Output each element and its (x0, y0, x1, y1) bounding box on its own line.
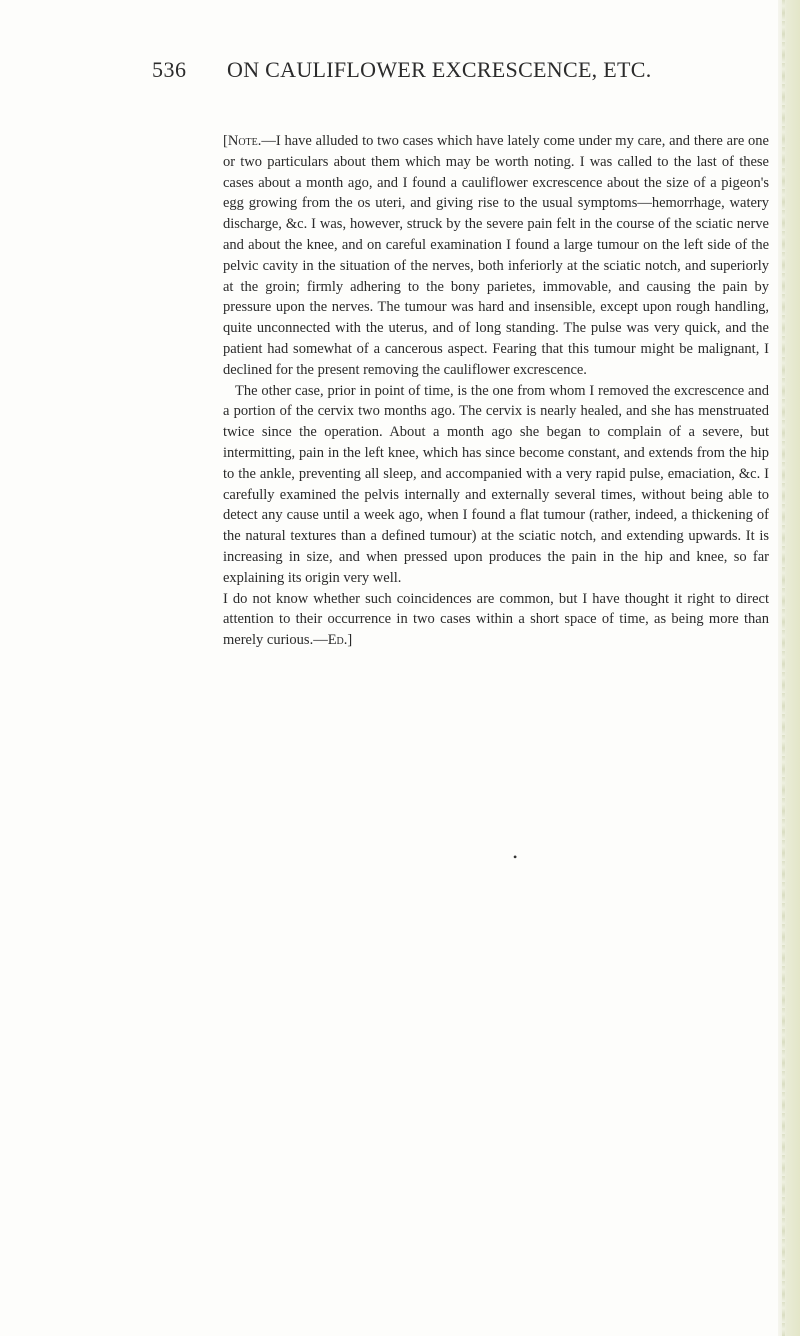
note-signature: Ed. (327, 632, 348, 649)
note-paragraph-3 (223, 589, 769, 651)
note-label: Note. (227, 133, 262, 149)
open-bracket: [ (223, 133, 228, 149)
page-number: 536 (152, 57, 187, 82)
note-paragraph-1 (223, 131, 769, 381)
close-bracket: ] (347, 632, 353, 649)
note-paragraph-1-text: —I have alluded to two cases which have lately come under my care, and there are one or two particulars about them which may be worth noting. I was called to the last of these cases about a month ago, and I found a cauliflower excrescence about the size of a pigeon's egg growing from the os uteri, and giving rise to the usual symptoms—hemorrhage, watery discharge, &c. I was, however, struck by the severe pain felt in the course of the sciatic nerve and about the knee, and on careful examination I found a large tumour on the left side of the pelvic cavity in the situation of the nerves, both inferiorly at the sciatic notch, and superiorly at the groin; firmly adhering to the bony parietes, immovable, and causing the pain by pressure upon the nerves. The tumour was hard and insensible, except upon rough handling, quite unconnected with the uterus, and of long standing. The pulse was very quick, and the patient had somewhat of a cancerous aspect. Fearing that this tumour might be malignant, I declined for the present removing the cauliflower excrescence. (223, 133, 769, 378)
page-edge (778, 0, 800, 1336)
stray-ink-mark: • (513, 850, 518, 864)
running-head (0, 57, 800, 87)
note-paragraph-2 (223, 381, 769, 589)
note-closing-text: I do not know whether such coincidences are common, but I have thought it right to direct attention to their occurrence in two cases within a short space of time, as being more than merely curious.— (223, 590, 769, 649)
editor-note (223, 131, 769, 651)
note-paragraph-2-text: The other case, prior in point of time, is the one from whom I removed the excrescence and a portion of the cervix two months ago. The cervix is nearly healed, and she has menstruated twice since the operation. About a month ago she began to complain of a severe, but intermitting, pain in the left knee, which has since become constant, and extends from the hip to the ankle, preventing all sleep, and accompanied with a very rapid pulse, emaciation, &c. I carefully examined the pelvis internally and externally several times, without being able to detect any cause until a week ago, when I found a flat tumour (rather, indeed, a thickening of the natural textures than a defined tumour) at the sciatic notch, and extending upwards. It is increasing in size, and when pressed upon produces the pain in the hip and knee, so far explaining its origin very well. (223, 382, 769, 586)
running-title: ON CAULIFLOWER EXCRESCENCE, ETC. (227, 57, 652, 82)
